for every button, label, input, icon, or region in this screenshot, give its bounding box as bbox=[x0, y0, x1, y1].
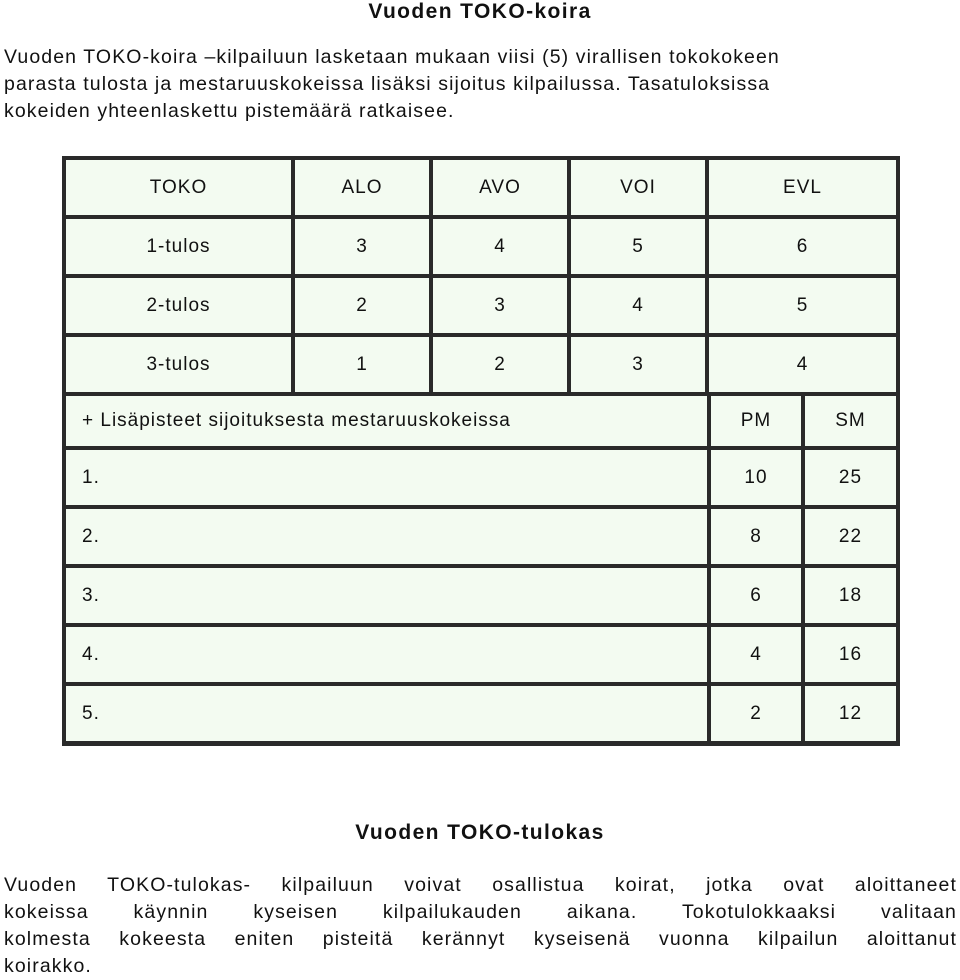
table-cell: 22 bbox=[805, 509, 896, 564]
paragraph-line: kokeissa käynnin kyseisen kilpailukauden aikana. Tokotulokkaaksi valitaan bbox=[4, 901, 957, 923]
table-cell: 18 bbox=[805, 568, 896, 623]
table-header-cell: EVL bbox=[709, 160, 896, 215]
table-cell: 3 bbox=[571, 337, 705, 392]
table-cell: 3 bbox=[433, 278, 567, 333]
table-cell: 16 bbox=[805, 627, 896, 682]
table-cell: 2 bbox=[711, 686, 801, 741]
table-cell: 3 bbox=[295, 219, 429, 274]
table-cell: 8 bbox=[711, 509, 801, 564]
table-cell: 6 bbox=[709, 219, 896, 274]
table-header-cell: TOKO bbox=[66, 160, 291, 215]
paragraph-line: koirakko. bbox=[4, 955, 92, 977]
table-cell: 6 bbox=[711, 568, 801, 623]
paragraph-line: Vuoden TOKO-tulokas- kilpailuun voivat osallistua koirat, jotka ovat aloittaneet bbox=[4, 874, 957, 896]
table-cell: 5 bbox=[709, 278, 896, 333]
paragraph-line: Vuoden TOKO-koira –kilpailuun lasketaan mukaan viisi (5) virallisen tokokokeen bbox=[4, 46, 780, 68]
table-cell: 4 bbox=[571, 278, 705, 333]
points-table bbox=[62, 156, 900, 746]
paragraph-line: parasta tulosta ja mestaruuskokeissa lisäksi sijoitus kilpailussa. Tasatuloksissa bbox=[4, 73, 771, 95]
tulokas-paragraph bbox=[4, 872, 957, 980]
table-cell: 4 bbox=[711, 627, 801, 682]
table-cell: 5 bbox=[571, 219, 705, 274]
placement-label: 5. bbox=[66, 686, 707, 741]
placement-label: 1. bbox=[66, 450, 707, 505]
table-row-label: 1-tulos bbox=[66, 219, 291, 274]
paragraph-line: kolmesta kokeesta eniten pisteitä kerännyt kyseisenä vuonna kilpailun aloittanut bbox=[4, 928, 957, 950]
paragraph-line: kokeiden yhteenlaskettu pistemäärä ratkaisee. bbox=[4, 100, 455, 122]
intro-paragraph bbox=[4, 44, 957, 125]
table-cell: 1 bbox=[295, 337, 429, 392]
table-row-label: 3-tulos bbox=[66, 337, 291, 392]
table-header-cell: SM bbox=[805, 396, 896, 446]
table-cell: 2 bbox=[433, 337, 567, 392]
table-cell: 4 bbox=[709, 337, 896, 392]
table-row-label: 2-tulos bbox=[66, 278, 291, 333]
placement-label: 2. bbox=[66, 509, 707, 564]
bonus-points-label: + Lisäpisteet sijoituksesta mestaruuskokeissa bbox=[66, 396, 707, 446]
table-header-cell: VOI bbox=[571, 160, 705, 215]
table-header-cell: ALO bbox=[295, 160, 429, 215]
table-cell: 2 bbox=[295, 278, 429, 333]
table-header-cell: AVO bbox=[433, 160, 567, 215]
table-header-cell: PM bbox=[711, 396, 801, 446]
table-cell: 25 bbox=[805, 450, 896, 505]
section-title-toko-koira: Vuoden TOKO-koira bbox=[368, 0, 592, 23]
placement-label: 4. bbox=[66, 627, 707, 682]
placement-label: 3. bbox=[66, 568, 707, 623]
table-cell: 4 bbox=[433, 219, 567, 274]
table-cell: 10 bbox=[711, 450, 801, 505]
section-title-toko-tulokas: Vuoden TOKO-tulokas bbox=[355, 821, 605, 844]
table-cell: 12 bbox=[805, 686, 896, 741]
